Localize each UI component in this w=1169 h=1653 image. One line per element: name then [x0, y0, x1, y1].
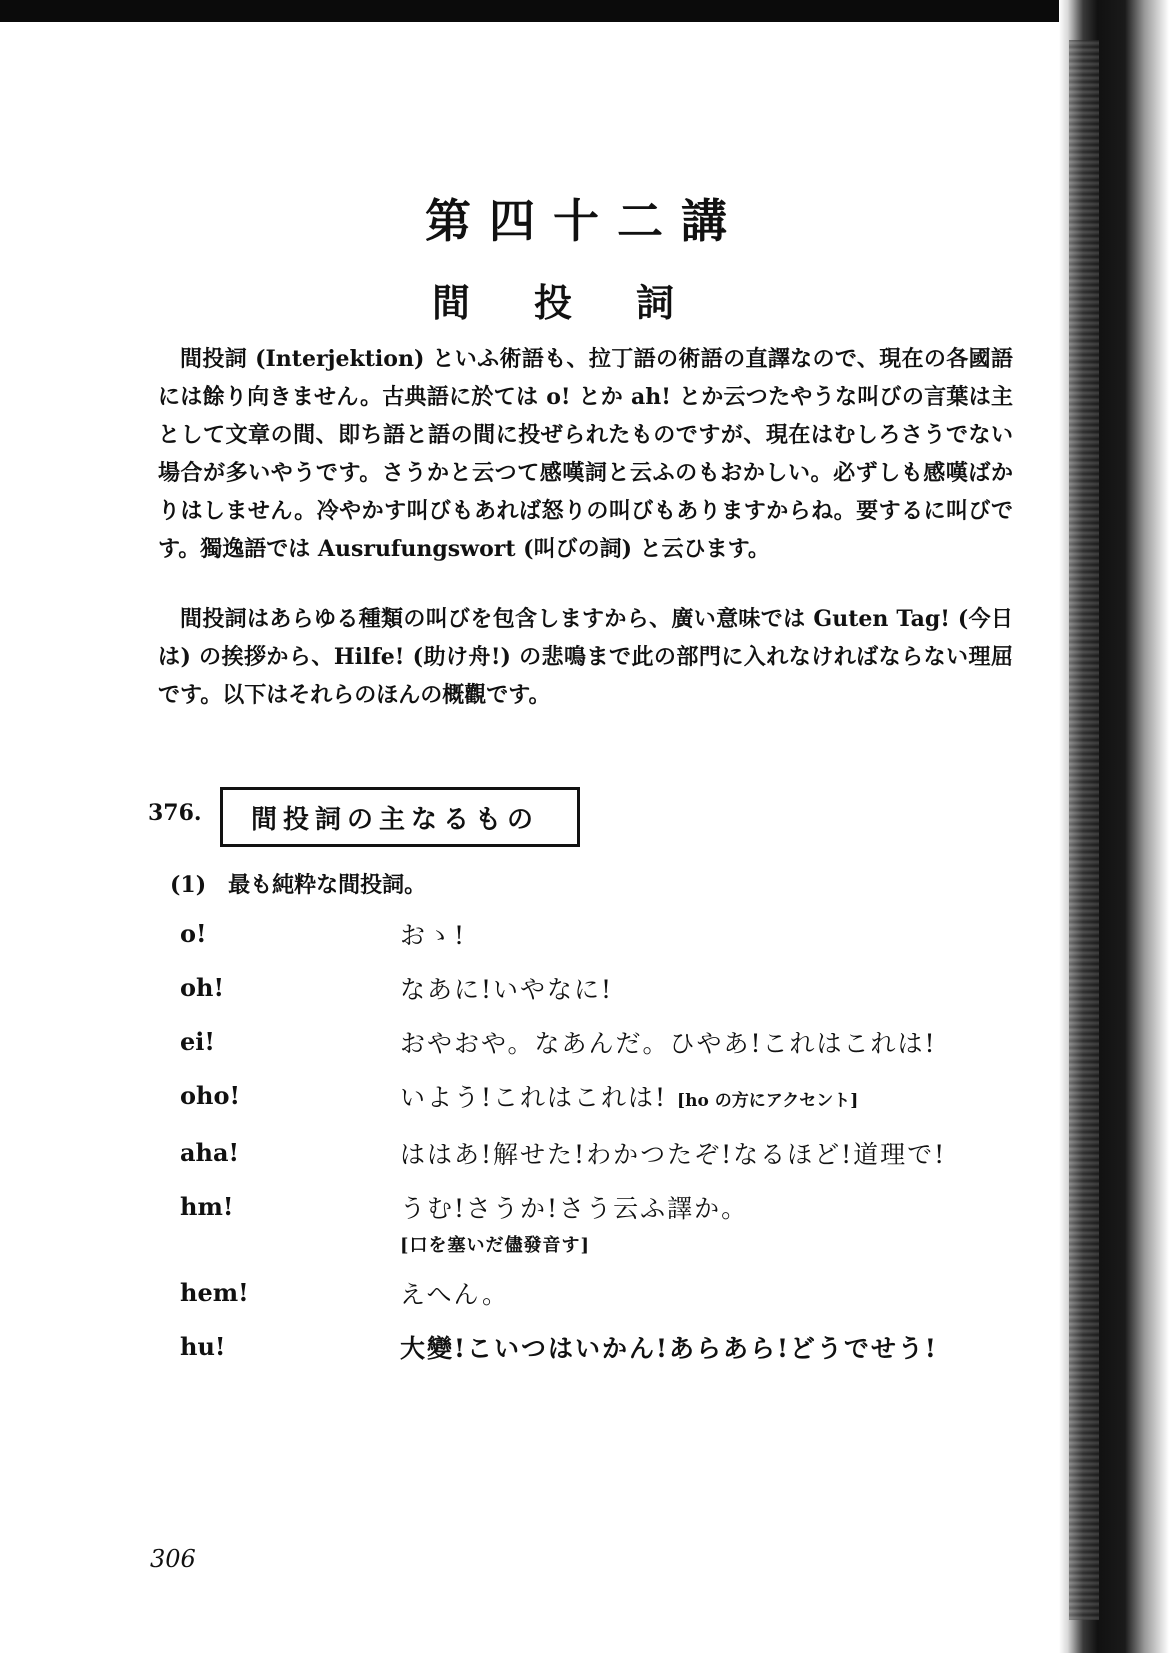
interjection-term: aha!	[180, 1138, 240, 1167]
list-item	[180, 1274, 1020, 1316]
interjection-meaning: ははあ!解せた!わかつたぞ!なるほど!道理で!	[400, 1140, 947, 1169]
section-title: 間投詞	[431, 280, 738, 325]
section-heading: 間投詞の主なるもの	[251, 804, 540, 835]
scan-binding-texture	[1069, 40, 1099, 1620]
intro-paragraph: 間投詞 (Interjektion) といふ術語も、拉丁語の術語の直譯なので、現在の各國語には餘り向きません。古典語に於ては o! とか ah! とか云つたやうな叫びの言葉は主として文章の間、即ち語と語の間に投ぜられたものですが、現在はむしろさうでない場合が多いやうです。さうかと云つて感嘆詞と云ふのもおかしい。必ずしも感嘆ばかりはしません。冷やかす叫びもあれば怒りの叫びもありますからね。要するに叫びです。獨逸語では Ausrufungswort (叫びの詞) と云ひます。	[158, 346, 1013, 562]
accent-note: [ho の方にアクセント]	[677, 1091, 859, 1111]
list-item	[180, 1077, 1020, 1122]
section-heading-box	[220, 787, 580, 847]
interjection-meaning: なあに!いやなに!	[400, 975, 614, 1004]
interjection-meaning: おやおや。なあんだ。ひやあ!これはこれは!	[400, 1029, 937, 1058]
list-item	[180, 1134, 1020, 1176]
interjection-meaning: えへん。	[400, 1280, 510, 1309]
pronunciation-note: [口を塞いだ儘發音す]	[400, 1235, 591, 1256]
interjection-list	[180, 915, 1020, 1382]
subheading: (1) 最も純粋な間投詞。	[170, 872, 427, 898]
interjection-term: o!	[180, 919, 207, 948]
interjection-meaning: いよう!これはこれは!	[400, 1083, 668, 1112]
interjection-term: hem!	[180, 1278, 249, 1307]
interjection-meaning-with-note	[400, 1077, 1000, 1122]
interjection-term: oh!	[180, 973, 224, 1002]
interjection-meaning: おゝ!	[400, 921, 467, 950]
list-item	[180, 1188, 1020, 1262]
interjection-meaning-with-note	[400, 1188, 1000, 1262]
list-item	[180, 969, 1020, 1011]
interjection-term: ei!	[180, 1027, 215, 1056]
interjection-term: hu!	[180, 1332, 226, 1361]
interjection-meaning: 大變!こいつはいかん!あらあら!どうでせう!	[400, 1334, 938, 1363]
interjection-term: hm!	[180, 1192, 234, 1221]
page-number: 306	[150, 1545, 196, 1573]
section-number: 376.	[148, 800, 202, 826]
list-item	[180, 1023, 1020, 1065]
chapter-title: 第四十二講	[425, 194, 745, 248]
scope-paragraph: 間投詞はあらゆる種類の叫びを包含しますから、廣い意味では Guten Tag! (今日は) の挨拶から、Hilfe! (助け舟!) の悲鳴まで此の部門に入れなければならない理屈です。以下はそれらのほんの概觀です。	[158, 606, 1013, 708]
interjection-term: oho!	[180, 1081, 240, 1110]
list-item	[180, 915, 1020, 957]
list-item	[180, 1328, 1020, 1370]
interjection-meaning: うむ!さうか!さう云ふ譯か。	[400, 1194, 749, 1223]
book-page	[150, 0, 1020, 1653]
